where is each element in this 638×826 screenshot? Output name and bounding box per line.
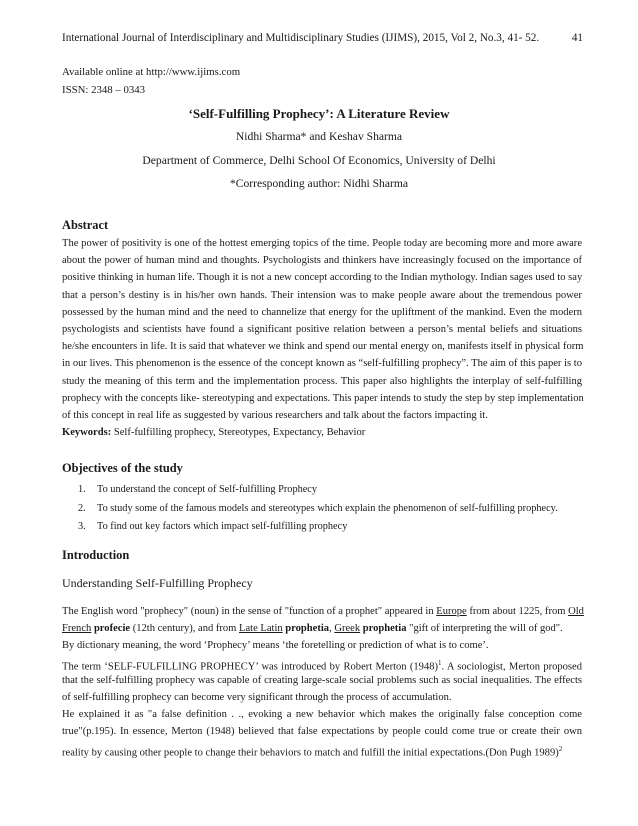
link-old-french[interactable]: Old [568, 606, 584, 617]
introduction-body [62, 603, 582, 758]
objective-item: 3. To find out key factors which impact self-fulfilling prophecy [78, 521, 348, 532]
abstract-line: possessed by the human mind and the need to channelize that energy for the upliftment of the mankind. Even the modern [62, 306, 582, 318]
issn: ISSN: 2348 – 0343 [62, 84, 146, 96]
abstract-line: in our lives. This phenomenon is the essence of the concept known as “self-fulfilling prophecy”. The aim of this paper is to [62, 358, 582, 370]
link-europe[interactable]: Europe [436, 606, 467, 617]
link-late-latin[interactable]: Late Latin [239, 623, 283, 635]
objectives-heading: Objectives of the study [62, 461, 183, 475]
keywords-line [62, 424, 582, 441]
abstract-line: The power of positivity is one of the hottest emerging topics of the time. People today are becoming more and more aware [62, 238, 582, 249]
intro-line: The English word "prophecy" (noun) in the sense of "function of a prophet" appeared in Europe from about 1225, from Old [62, 606, 584, 617]
link-greek[interactable]: Greek [334, 623, 361, 635]
abstract-line: positive thinking in human life. Though it is not a new concept according to the Indian mythology. Indian sages used to say [62, 272, 583, 284]
intro-line: He explained it as "a false definition . ., evoking a new behavior which makes the originally false conception come [62, 709, 582, 721]
abstract-line: of this concept in real life as suggested by various researchers and talk about the factors impacting it. [62, 409, 488, 421]
paper-authors: Nidhi Sharma* and Keshav Sharma [235, 130, 403, 143]
intro-line: true"(p.195). In essence, Merton (1948) believed that false expectations by people could come true or create their own [62, 726, 582, 738]
keywords-text: Self-fulfilling prophecy, Stereotypes, Expectancy, Behavior [111, 427, 366, 439]
abstract-line: study the meaning of this term and the implementation process. This paper also highlights the interplay of self-fulfilling [62, 375, 582, 387]
link-old-french-2[interactable]: French [62, 623, 92, 635]
intro-line: By dictionary meaning, the word ‘Prophecy’ means ‘the foretelling or prediction of what is to come’. [62, 640, 489, 652]
abstract-line: prophecy with the concepts like- stereotyping and expectations. This paper intends to study the step by step implementation [62, 392, 584, 404]
available-online: Available online at http://www.ijims.com [62, 66, 241, 78]
abstract-line: he/she encounters in life. It is said that whatever we think and spend our mental energy on, manifests itself in physical form [62, 341, 584, 353]
intro-line: of self-fulfilling prophecy can become very significant through the process of accumulation. [62, 691, 452, 703]
abstract-line: psychologists and scientists have found a significant positive relation between a person’s mental beliefs and situations [62, 323, 582, 335]
page-number: 41 [571, 32, 583, 44]
objective-item: 1. To understand the concept of Self-fulfilling Prophecy [78, 484, 318, 495]
objective-item: 2. To study some of the famous models and stereotypes which explain the phenomenon of self-fulfilling prophecy. [78, 503, 558, 514]
intro-line: The term ‘SELF-FULFILLING PROPHECY’ was introduced by Robert Merton $(1948)^1$. A sociologist, Merton proposed [62, 658, 582, 673]
running-header: International Journal of Interdisciplinary and Multidisciplinary Studies (IJIMS), 2015, Vol 2, No.3, 41- 52. [62, 32, 540, 44]
intro-line: French profecie (12th century), and from Late Latin prophetia, Greek prophetia "gift of interpreting the will of god". [62, 623, 563, 635]
keywords-label: Keywords: [62, 427, 112, 439]
paper-affiliation: Department of Commerce, Delhi School Of Economics, University of Delhi [142, 154, 496, 167]
introduction-subheading: Understanding Self-Fulfilling Prophecy [62, 576, 253, 590]
abstract-body [62, 235, 582, 441]
intro-line: reality by causing other people to change their behaviors to match and fulfill the initial expectations.(Don Pugh 1989)$^2$ [62, 744, 563, 759]
paper-title: ‘Self-Fulfilling Prophecy’: A Literature Review [188, 106, 450, 121]
introduction-heading: Introduction [62, 548, 130, 562]
abstract-line: that a person’s destiny is in his/her own hands. Their intension was to make people aware about the tremendous power [62, 289, 582, 301]
intro-line: that the self-fulfilling prophecy was capable of creating large-scale social problems such as social inequalities. The effects [62, 674, 582, 686]
abstract-heading: Abstract [62, 218, 109, 232]
corresponding-author: *Corresponding author: Nidhi Sharma [229, 177, 409, 190]
abstract-line: about the power of human mind and thoughts. Psychologists and thinkers have increasingly focused on the importance of [62, 255, 582, 267]
